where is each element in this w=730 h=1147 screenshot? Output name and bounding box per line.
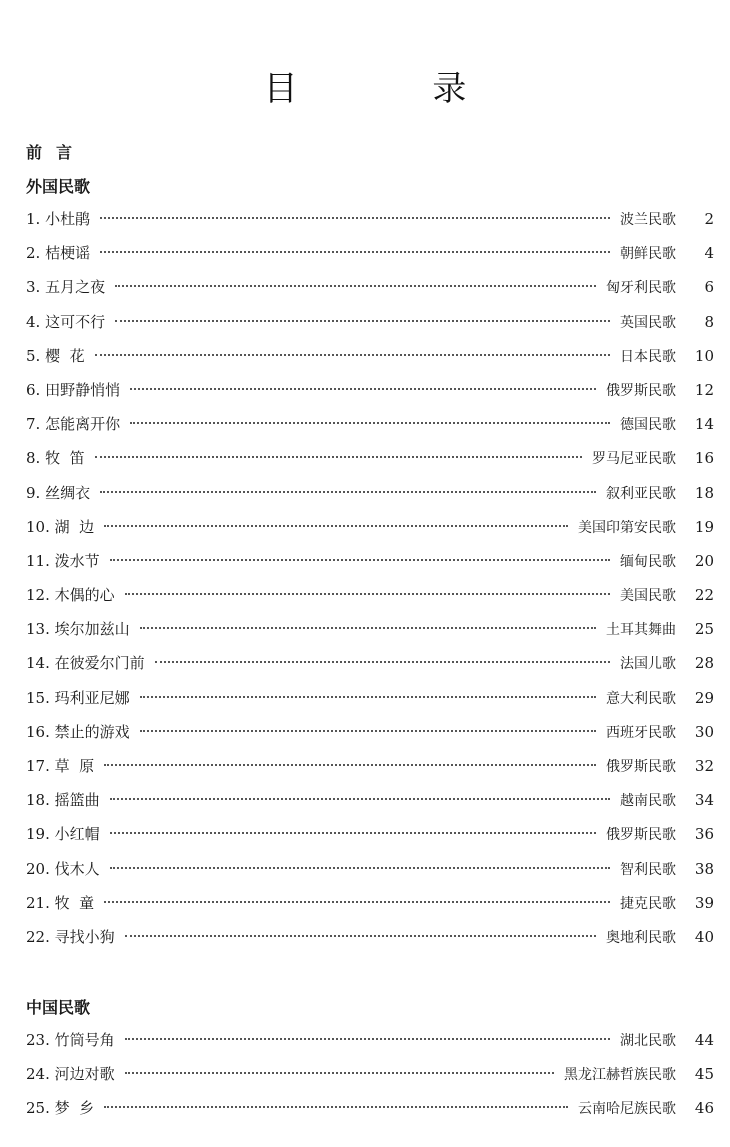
section-heading-foreign: 外国民歌 <box>26 177 91 196</box>
entry-origin: 叙利亚民歌 <box>606 485 676 502</box>
entry-title: 7. 怎能离开你 <box>26 415 121 434</box>
entry-page-number: 38 <box>694 859 714 878</box>
toc-entry[interactable] <box>26 822 714 856</box>
entry-origin: 越南民歌 <box>620 793 676 810</box>
entry-origin: 俄罗斯民歌 <box>606 759 676 775</box>
entry-origin: 云南哈尼族民歌 <box>578 1101 676 1118</box>
entry-origin: 智利民歌 <box>620 861 676 878</box>
toc-entry[interactable] <box>26 617 714 651</box>
entry-page-number: 29 <box>694 688 714 707</box>
entry-title: 23. 竹筒号角 <box>26 1031 115 1049</box>
entry-page-number: 19 <box>694 517 714 536</box>
entry-page-number: 46 <box>694 1099 714 1118</box>
entry-title: 13. 埃尔加兹山 <box>26 620 130 639</box>
dot-leader <box>104 901 610 903</box>
toc-entry[interactable] <box>26 275 714 309</box>
toc-entry[interactable] <box>26 241 714 275</box>
entry-origin: 湖北民歌 <box>620 1033 676 1049</box>
dot-leader <box>100 491 596 493</box>
preface-heading: 前言 <box>26 143 87 162</box>
entry-origin: 奥地利民歌 <box>606 929 676 946</box>
toc-entry[interactable] <box>26 651 714 685</box>
entry-page-number: 30 <box>694 722 714 741</box>
entry-title: 18. 摇篮曲 <box>26 791 100 810</box>
entry-page-number: 10 <box>694 346 714 365</box>
toc-entry[interactable] <box>26 1062 714 1096</box>
entry-title: 3. 五月之夜 <box>26 278 106 297</box>
toc-entry[interactable] <box>26 891 714 925</box>
toc-entry[interactable] <box>26 378 714 412</box>
toc-entry[interactable] <box>26 1096 714 1130</box>
dot-leader <box>110 559 610 561</box>
toc-entry[interactable] <box>26 720 714 754</box>
entry-origin: 波兰民歌 <box>620 212 676 228</box>
entry-page-number: 14 <box>694 415 714 434</box>
dot-leader <box>130 388 596 390</box>
entry-title: 12. 木偶的心 <box>26 586 115 605</box>
entry-page-number: 22 <box>694 586 714 605</box>
entry-page-number: 2 <box>704 210 714 228</box>
dot-leader <box>104 525 568 527</box>
dot-leader <box>104 1106 568 1108</box>
entry-title: 19. 小红帽 <box>26 825 100 844</box>
entry-page-number: 18 <box>694 483 714 502</box>
entry-title: 11. 泼水节 <box>26 551 100 570</box>
entry-origin: 黑龙江赫哲族民歌 <box>564 1067 676 1084</box>
entry-title: 24. 河边对歌 <box>26 1065 115 1084</box>
toc-entry[interactable] <box>26 857 714 891</box>
toc-entry[interactable] <box>26 1028 714 1062</box>
entry-origin: 匈牙利民歌 <box>606 280 676 297</box>
entry-page-number: 45 <box>694 1065 714 1084</box>
entry-page-number: 25 <box>694 620 714 639</box>
entry-title: 15. 玛利亚尼娜 <box>26 688 130 707</box>
toc-entry[interactable] <box>26 549 714 583</box>
entry-title: 10. 湖 边 <box>26 517 95 536</box>
dot-leader <box>110 798 610 800</box>
toc-entry[interactable] <box>26 310 714 344</box>
toc-entry[interactable] <box>26 925 714 959</box>
page-title: 目 录 <box>263 69 529 109</box>
dot-leader <box>140 696 596 698</box>
entry-page-number: 16 <box>694 449 714 468</box>
entry-origin: 缅甸民歌 <box>620 553 676 570</box>
entry-origin: 俄罗斯民歌 <box>606 827 676 844</box>
toc-entry[interactable] <box>26 754 714 788</box>
dot-leader <box>140 730 596 732</box>
dot-leader <box>100 251 610 253</box>
entry-title: 8. 牧 笛 <box>26 449 85 468</box>
entry-origin: 美国民歌 <box>620 588 676 605</box>
entry-title: 16. 禁止的游戏 <box>26 722 130 741</box>
entry-origin: 土耳其舞曲 <box>606 622 676 639</box>
dot-leader <box>140 627 596 629</box>
entry-page-number: 44 <box>694 1031 714 1049</box>
entry-title: 22. 寻找小狗 <box>26 927 115 946</box>
dot-leader <box>125 1072 554 1074</box>
entry-page-number: 32 <box>694 757 714 775</box>
entry-page-number: 8 <box>704 312 714 331</box>
entry-title: 9. 丝绸衣 <box>26 483 91 502</box>
entry-page-number: 20 <box>694 551 714 570</box>
dot-leader <box>100 217 610 219</box>
entry-title: 21. 牧 童 <box>26 893 95 912</box>
entry-title: 4. 这可不行 <box>26 312 106 331</box>
entry-title: 6. 田野静悄悄 <box>26 380 121 399</box>
entry-page-number: 28 <box>694 654 714 673</box>
toc-entry[interactable] <box>26 412 714 446</box>
dot-leader <box>125 1038 610 1040</box>
dot-leader <box>115 285 596 287</box>
entry-page-number: 34 <box>694 791 714 810</box>
entry-origin: 俄罗斯民歌 <box>606 382 676 399</box>
entry-origin: 美国印第安民歌 <box>578 519 676 536</box>
dot-leader <box>110 867 610 869</box>
toc-list-chinese <box>26 1028 714 1131</box>
entry-origin: 罗马尼亚民歌 <box>592 451 676 468</box>
entry-origin: 德国民歌 <box>620 417 676 434</box>
entry-title: 20. 伐木人 <box>26 859 100 878</box>
toc-entry[interactable] <box>26 583 714 617</box>
entry-page-number: 36 <box>694 825 714 844</box>
entry-origin: 法国儿歌 <box>620 656 676 673</box>
toc-entry[interactable] <box>26 207 714 241</box>
entry-title: 14. 在彼爱尔门前 <box>26 654 145 673</box>
entry-origin: 日本民歌 <box>620 348 676 365</box>
entry-origin: 意大利民歌 <box>606 690 676 707</box>
dot-leader <box>125 935 596 937</box>
entry-title: 25. 梦 乡 <box>26 1099 95 1118</box>
toc-list-foreign <box>26 207 714 959</box>
entry-origin: 朝鲜民歌 <box>620 246 676 263</box>
toc-entry[interactable] <box>26 515 714 549</box>
entry-origin: 西班牙民歌 <box>606 724 676 741</box>
section-heading-chinese: 中国民歌 <box>26 998 91 1017</box>
entry-page-number: 4 <box>704 244 714 263</box>
entry-origin: 英国民歌 <box>620 314 676 331</box>
entry-title: 2. 桔梗谣 <box>26 244 91 263</box>
dot-leader <box>95 354 610 356</box>
entry-page-number: 40 <box>694 927 714 946</box>
entry-title: 17. 草 原 <box>26 757 95 775</box>
dot-leader <box>115 320 610 322</box>
dot-leader <box>104 764 596 766</box>
dot-leader <box>155 661 610 663</box>
toc-entry[interactable] <box>26 788 714 822</box>
entry-page-number: 39 <box>694 893 714 912</box>
dot-leader <box>110 832 596 834</box>
toc-entry[interactable] <box>26 686 714 720</box>
dot-leader <box>125 593 610 595</box>
dot-leader <box>95 456 582 458</box>
toc-entry[interactable] <box>26 481 714 515</box>
entry-title: 1. 小杜鹃 <box>26 210 91 228</box>
entry-page-number: 12 <box>694 380 714 399</box>
toc-entry[interactable] <box>26 446 714 480</box>
dot-leader <box>130 422 610 424</box>
entry-origin: 捷克民歌 <box>620 895 676 912</box>
entry-title: 5. 樱 花 <box>26 346 85 365</box>
entry-page-number: 6 <box>704 278 714 297</box>
toc-entry[interactable] <box>26 344 714 378</box>
